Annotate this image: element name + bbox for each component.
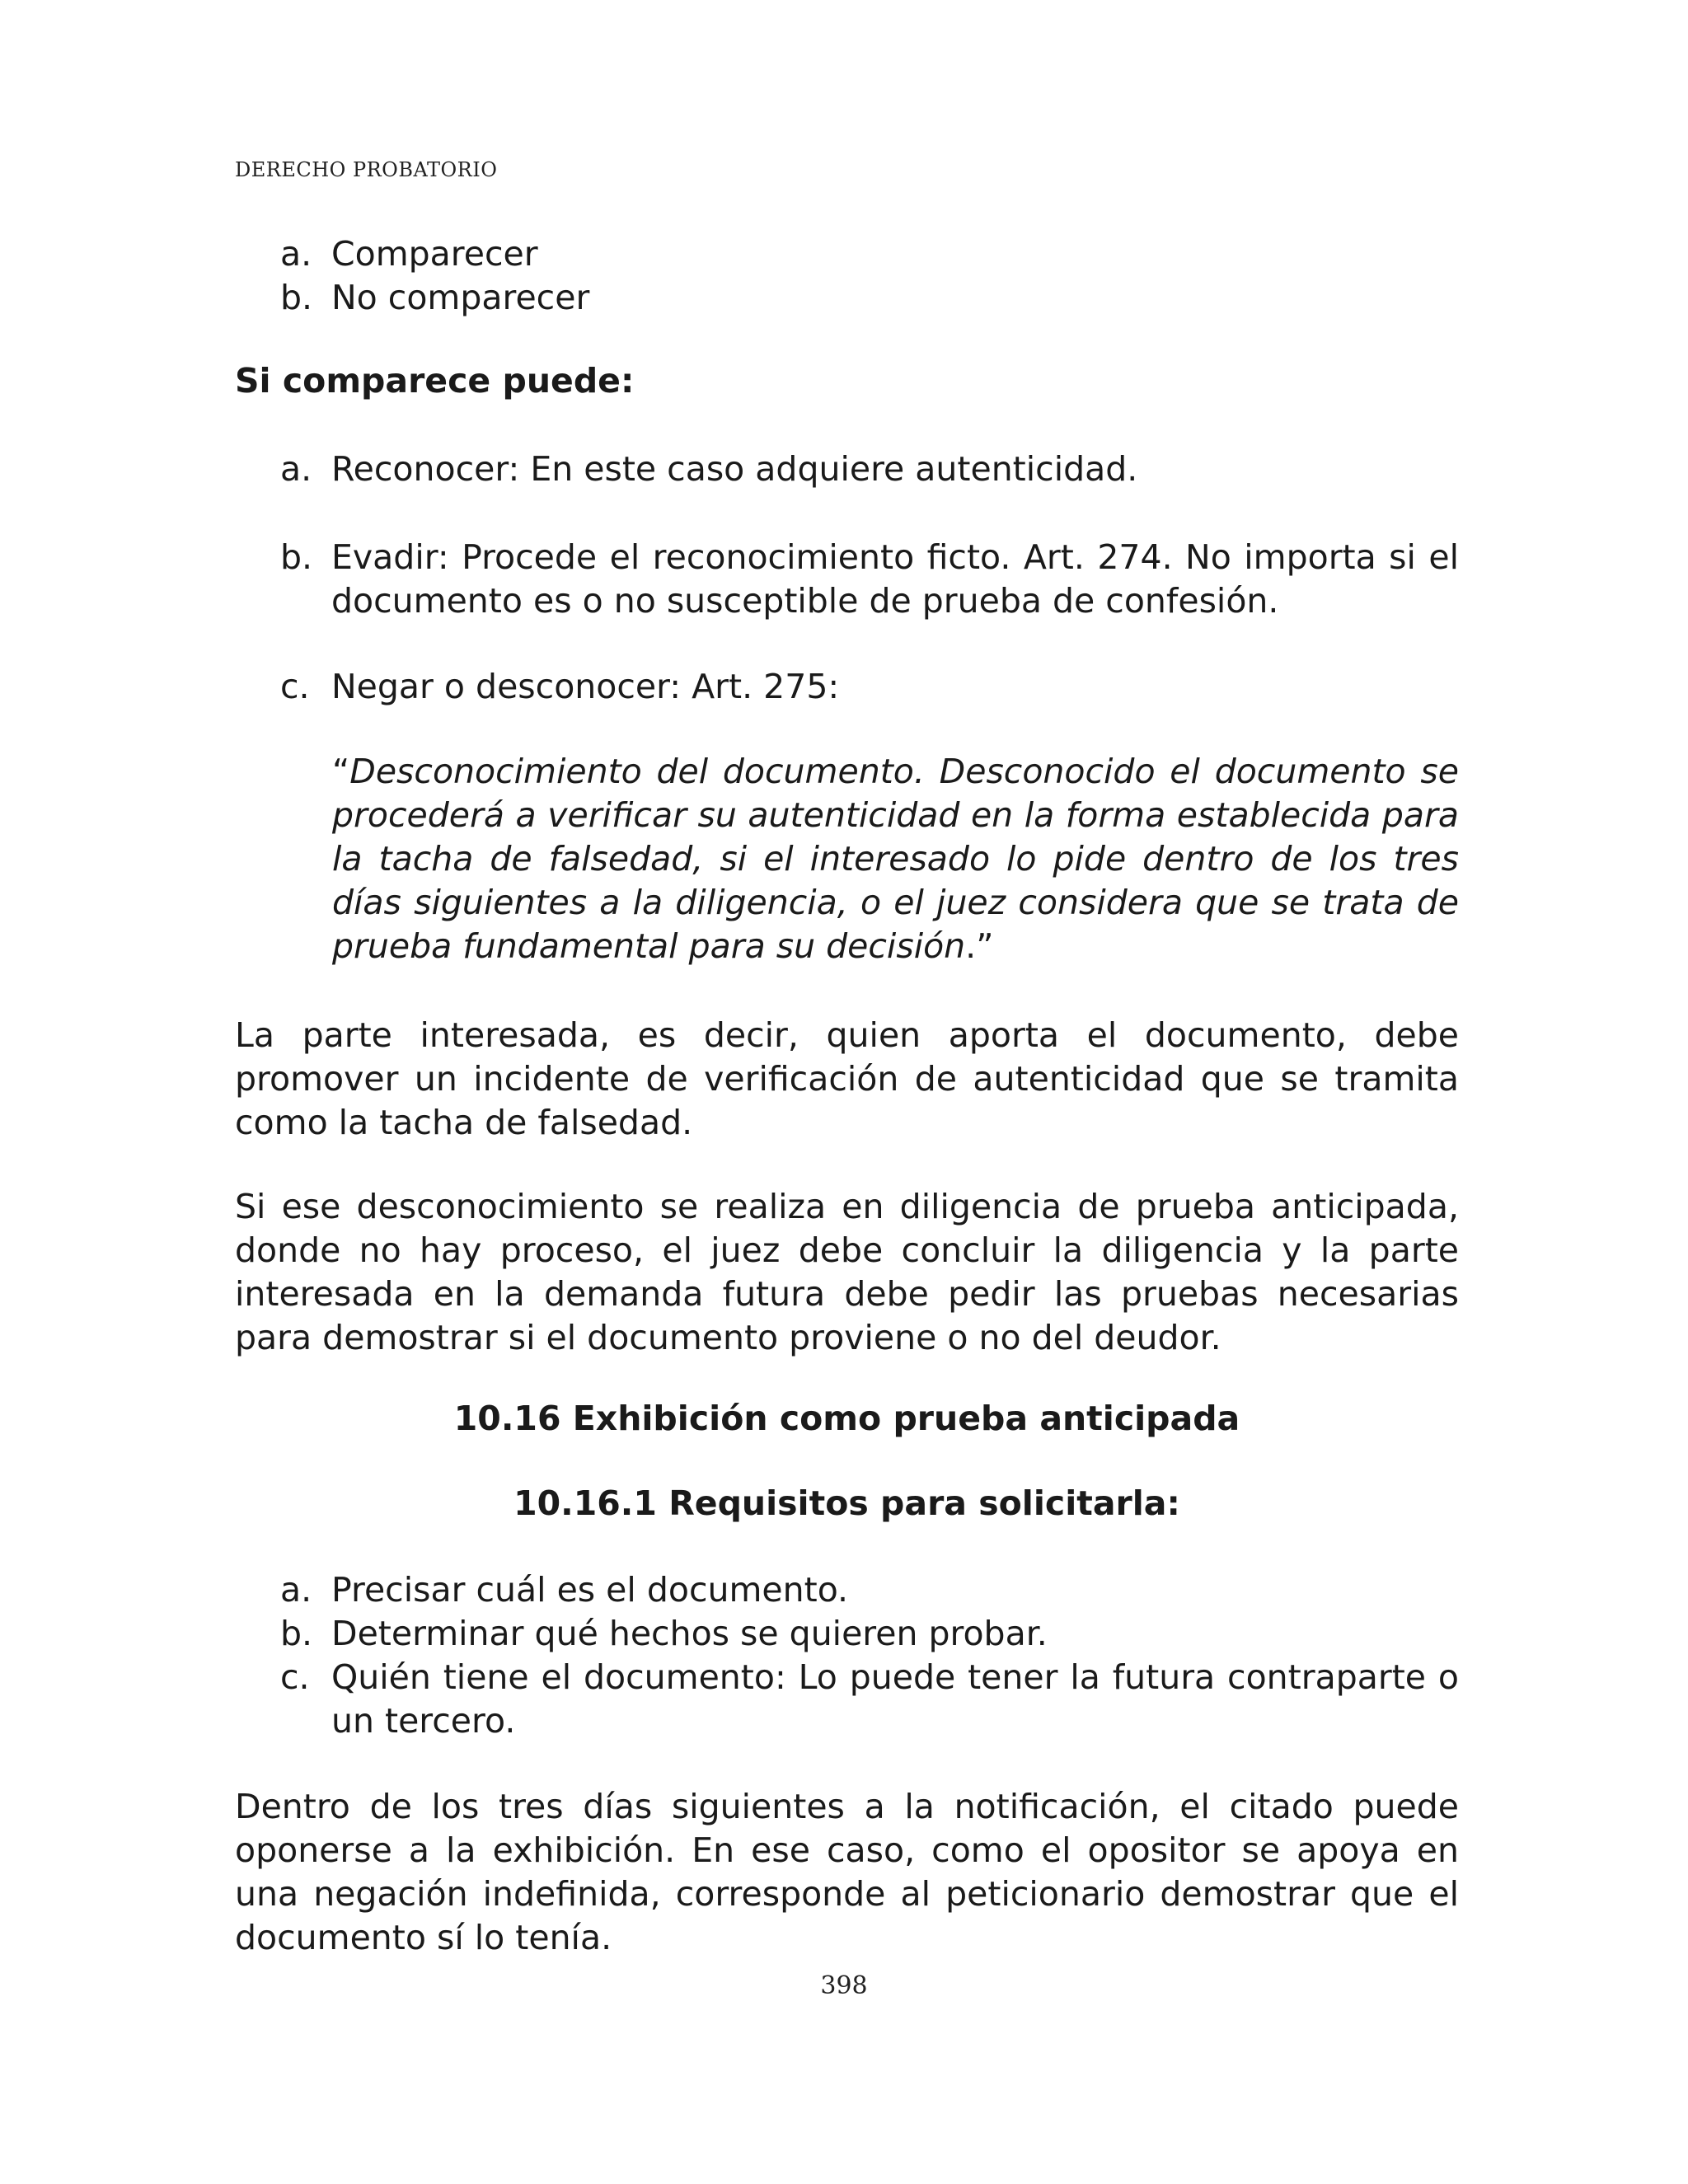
quote-text: Desconocimiento del documento. Desconocido el documento se procederá a verificar su autenticidad en la forma establecida para la tacha de falsedad, si el interesado lo pide dentro de los tres días siguientes a la diligencia, o el juez considera que se trata de prueba fundamental para su decisión	[332, 752, 1459, 966]
running-header: DERECHO PROBATORIO	[235, 158, 498, 181]
list-item	[280, 232, 1459, 276]
list-item	[280, 665, 1459, 709]
list-item-text: Comparecer	[331, 234, 538, 274]
list-item-text: Precisar cuál es el documento.	[331, 1570, 849, 1610]
section-heading: 10.16 Exhibición como prueba anticipada	[453, 1399, 1240, 1438]
list-item-text: Reconocer: En este caso adquiere autenticidad.	[331, 449, 1138, 489]
list-marker: c.	[280, 1657, 310, 1697]
quote-open-mark: “	[332, 752, 350, 791]
list-marker: a.	[280, 1570, 312, 1610]
page-number: 398	[820, 1971, 868, 2000]
list-item	[280, 448, 1459, 491]
list-item	[280, 1612, 1459, 1656]
list-marker: c.	[280, 667, 310, 706]
list-item	[280, 1568, 1459, 1612]
quote-close-mark: .”	[965, 926, 994, 966]
list-marker: b.	[280, 278, 313, 317]
section-heading: Si comparece puede:	[235, 361, 635, 401]
list-item	[280, 536, 1459, 623]
paragraph: Si ese desconocimiento se realiza en diligencia de prueba anticipada, donde no hay proceso, el juez debe concluir la diligencia y la parte interesada en la demanda futura debe pedir las pruebas necesarias para demostrar si el documento proviene o no del deudor.	[235, 1187, 1459, 1357]
subsection-heading: 10.16.1 Requisitos para solicitarla:	[513, 1483, 1180, 1523]
paragraph: La parte interesada, es decir, quien aporta el documento, debe promover un incidente de verificación de autenticidad que se tramita como la tacha de falsedad.	[235, 1015, 1459, 1142]
list-item-text: No comparecer	[331, 278, 590, 317]
article-quote	[332, 750, 1459, 968]
list-item-text: Evadir: Procede el reconocimiento ficto. Art. 274. No importa si el documento es o no susceptible de prueba de confesión.	[331, 537, 1459, 621]
list-item	[280, 1656, 1459, 1743]
list-item-text: Negar o desconocer: Art. 275:	[331, 667, 840, 706]
list-item-text: Determinar qué hechos se quieren probar.	[331, 1614, 1048, 1653]
list-item-text: Quién tiene el documento: Lo puede tener la futura contraparte o un tercero.	[331, 1657, 1459, 1741]
list-marker: b.	[280, 537, 313, 577]
list-marker: a.	[280, 449, 312, 489]
paragraph: Dentro de los tres días siguientes a la notificación, el citado puede oponerse a la exhibición. En ese caso, como el opositor se apoya en una negación indefinida, corresponde al peticionario demostrar que el documento sí lo tenía.	[235, 1787, 1459, 1957]
list-marker: a.	[280, 234, 312, 274]
list-item	[280, 276, 1459, 320]
list-marker: b.	[280, 1614, 313, 1653]
